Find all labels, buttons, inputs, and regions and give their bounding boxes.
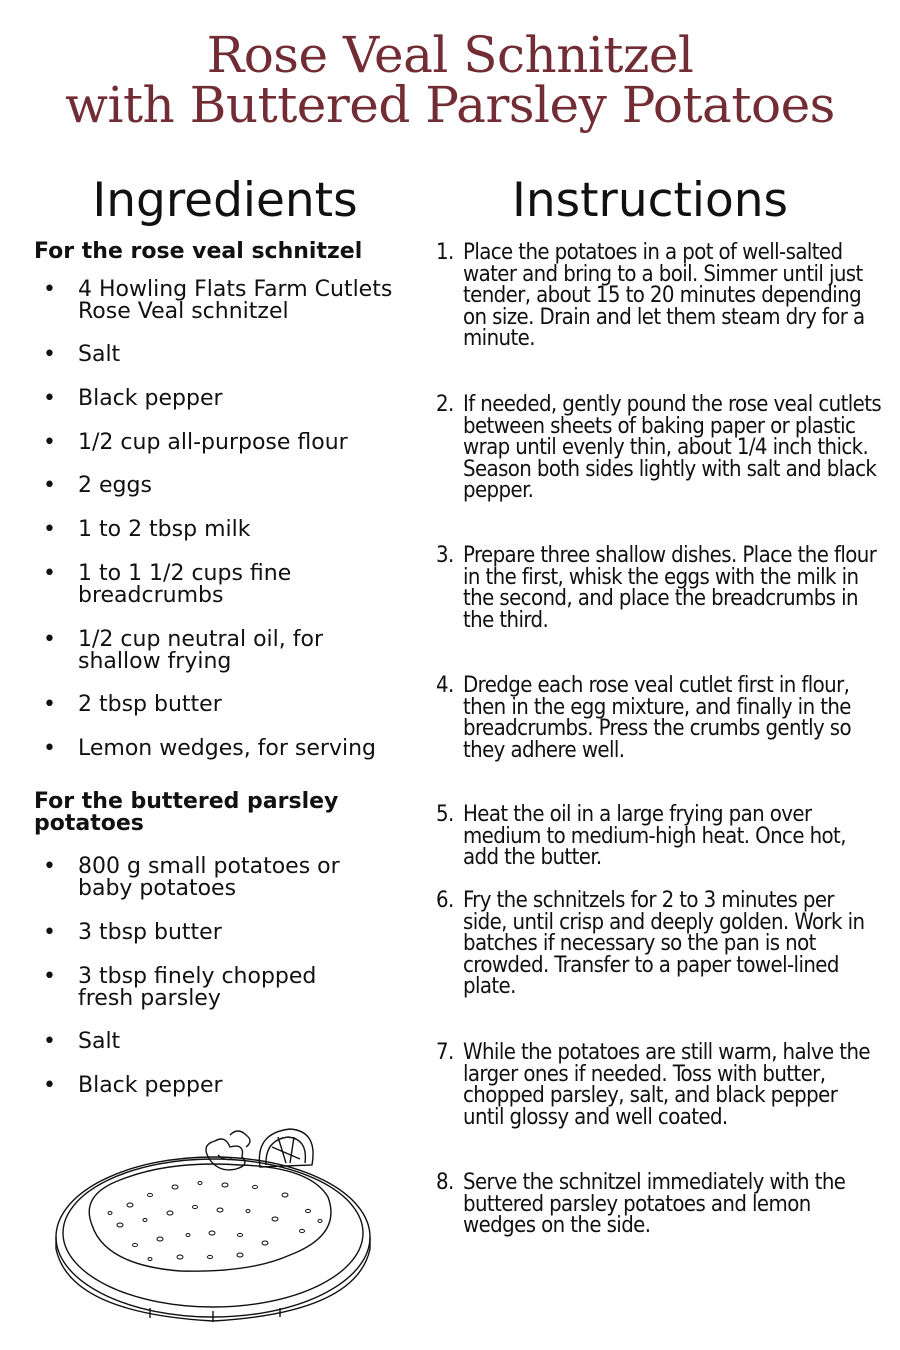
instruction-step: 3. Prepare three shallow dishes. Place the flour in the first, whisk the eggs with the milk in the second, and place the breadcrumbs in the third. bbox=[436, 543, 877, 633]
ingredient-item: • 1 to 1 1/2 cups fine breadcrumbs bbox=[43, 561, 292, 608]
potatoes-section-title: For the buttered parsley potatoes bbox=[34, 789, 339, 836]
recipe-title bbox=[0, 26, 900, 134]
ingredient-item: • 3 tbsp finely chopped fresh parsley bbox=[43, 964, 317, 1011]
instruction-step: 6. Fry the schnitzels for 2 to 3 minutes per side, until crisp and deeply golden. Work in batches if necessary so the pan is not crowded. Transfer to a paper towel-lined plate. bbox=[436, 888, 865, 1000]
ingredient-item: • 800 g small potatoes or baby potatoes bbox=[43, 854, 340, 901]
instruction-step: 1. Place the potatoes in a pot of well-salted water and bring to a boil. Simmer until just tender, about 15 to 20 minutes depending on size. Drain and let them steam dry for a minute. bbox=[436, 240, 865, 352]
ingredient-item: • 1 to 2 tbsp milk bbox=[43, 517, 251, 542]
instruction-step: 7. While the potatoes are still warm, halve the larger ones if needed. Toss with butter, chopped parsley, salt, and black pepper until glossy and well coated. bbox=[436, 1040, 870, 1130]
title-line-2: with Buttered Parsley Potatoes bbox=[65, 76, 835, 134]
ingredient-item: • Salt bbox=[43, 342, 121, 367]
schnitzel-plate-icon bbox=[50, 1125, 380, 1330]
ingredient-item: • 4 Howling Flats Farm Cutlets Rose Veal schnitzel bbox=[43, 277, 393, 324]
instructions-heading: Instructions bbox=[511, 173, 789, 228]
instruction-step: 4. Dredge each rose veal cutlet first in flour, then in the egg mixture, and finally in the breadcrumbs. Press the crumbs gently so they adhere well. bbox=[436, 673, 852, 763]
schnitzel-section-title: For the rose veal schnitzel bbox=[34, 239, 363, 264]
ingredient-item: • 1/2 cup neutral oil, for shallow frying bbox=[43, 627, 323, 674]
title-line-1: Rose Veal Schnitzel bbox=[206, 26, 694, 84]
ingredient-item: • 2 tbsp butter bbox=[43, 692, 222, 717]
instruction-step: 5. Heat the oil in a large frying pan over medium to medium-high heat. Once hot, add the butter. bbox=[436, 802, 846, 871]
ingredient-item: • Black pepper bbox=[43, 1073, 223, 1098]
ingredient-item: • 2 eggs bbox=[43, 473, 152, 498]
ingredients-heading: Ingredients bbox=[92, 173, 358, 228]
ingredient-item: • 1/2 cup all-purpose flour bbox=[43, 430, 348, 455]
ingredient-item: • Salt bbox=[43, 1029, 121, 1054]
instruction-step: 2. If needed, gently pound the rose veal cutlets between sheets of baking paper or plastic wrap until evenly thin, about 1/4 inch thick. Season both sides lightly with salt and black pepper. bbox=[436, 392, 882, 504]
ingredient-item: • Black pepper bbox=[43, 386, 223, 411]
instruction-step: 8. Serve the schnitzel immediately with the buttered parsley potatoes and lemon wedges on the side. bbox=[436, 1170, 846, 1239]
ingredient-item: • 3 tbsp butter bbox=[43, 920, 222, 945]
ingredient-item: • Lemon wedges, for serving bbox=[43, 736, 376, 761]
